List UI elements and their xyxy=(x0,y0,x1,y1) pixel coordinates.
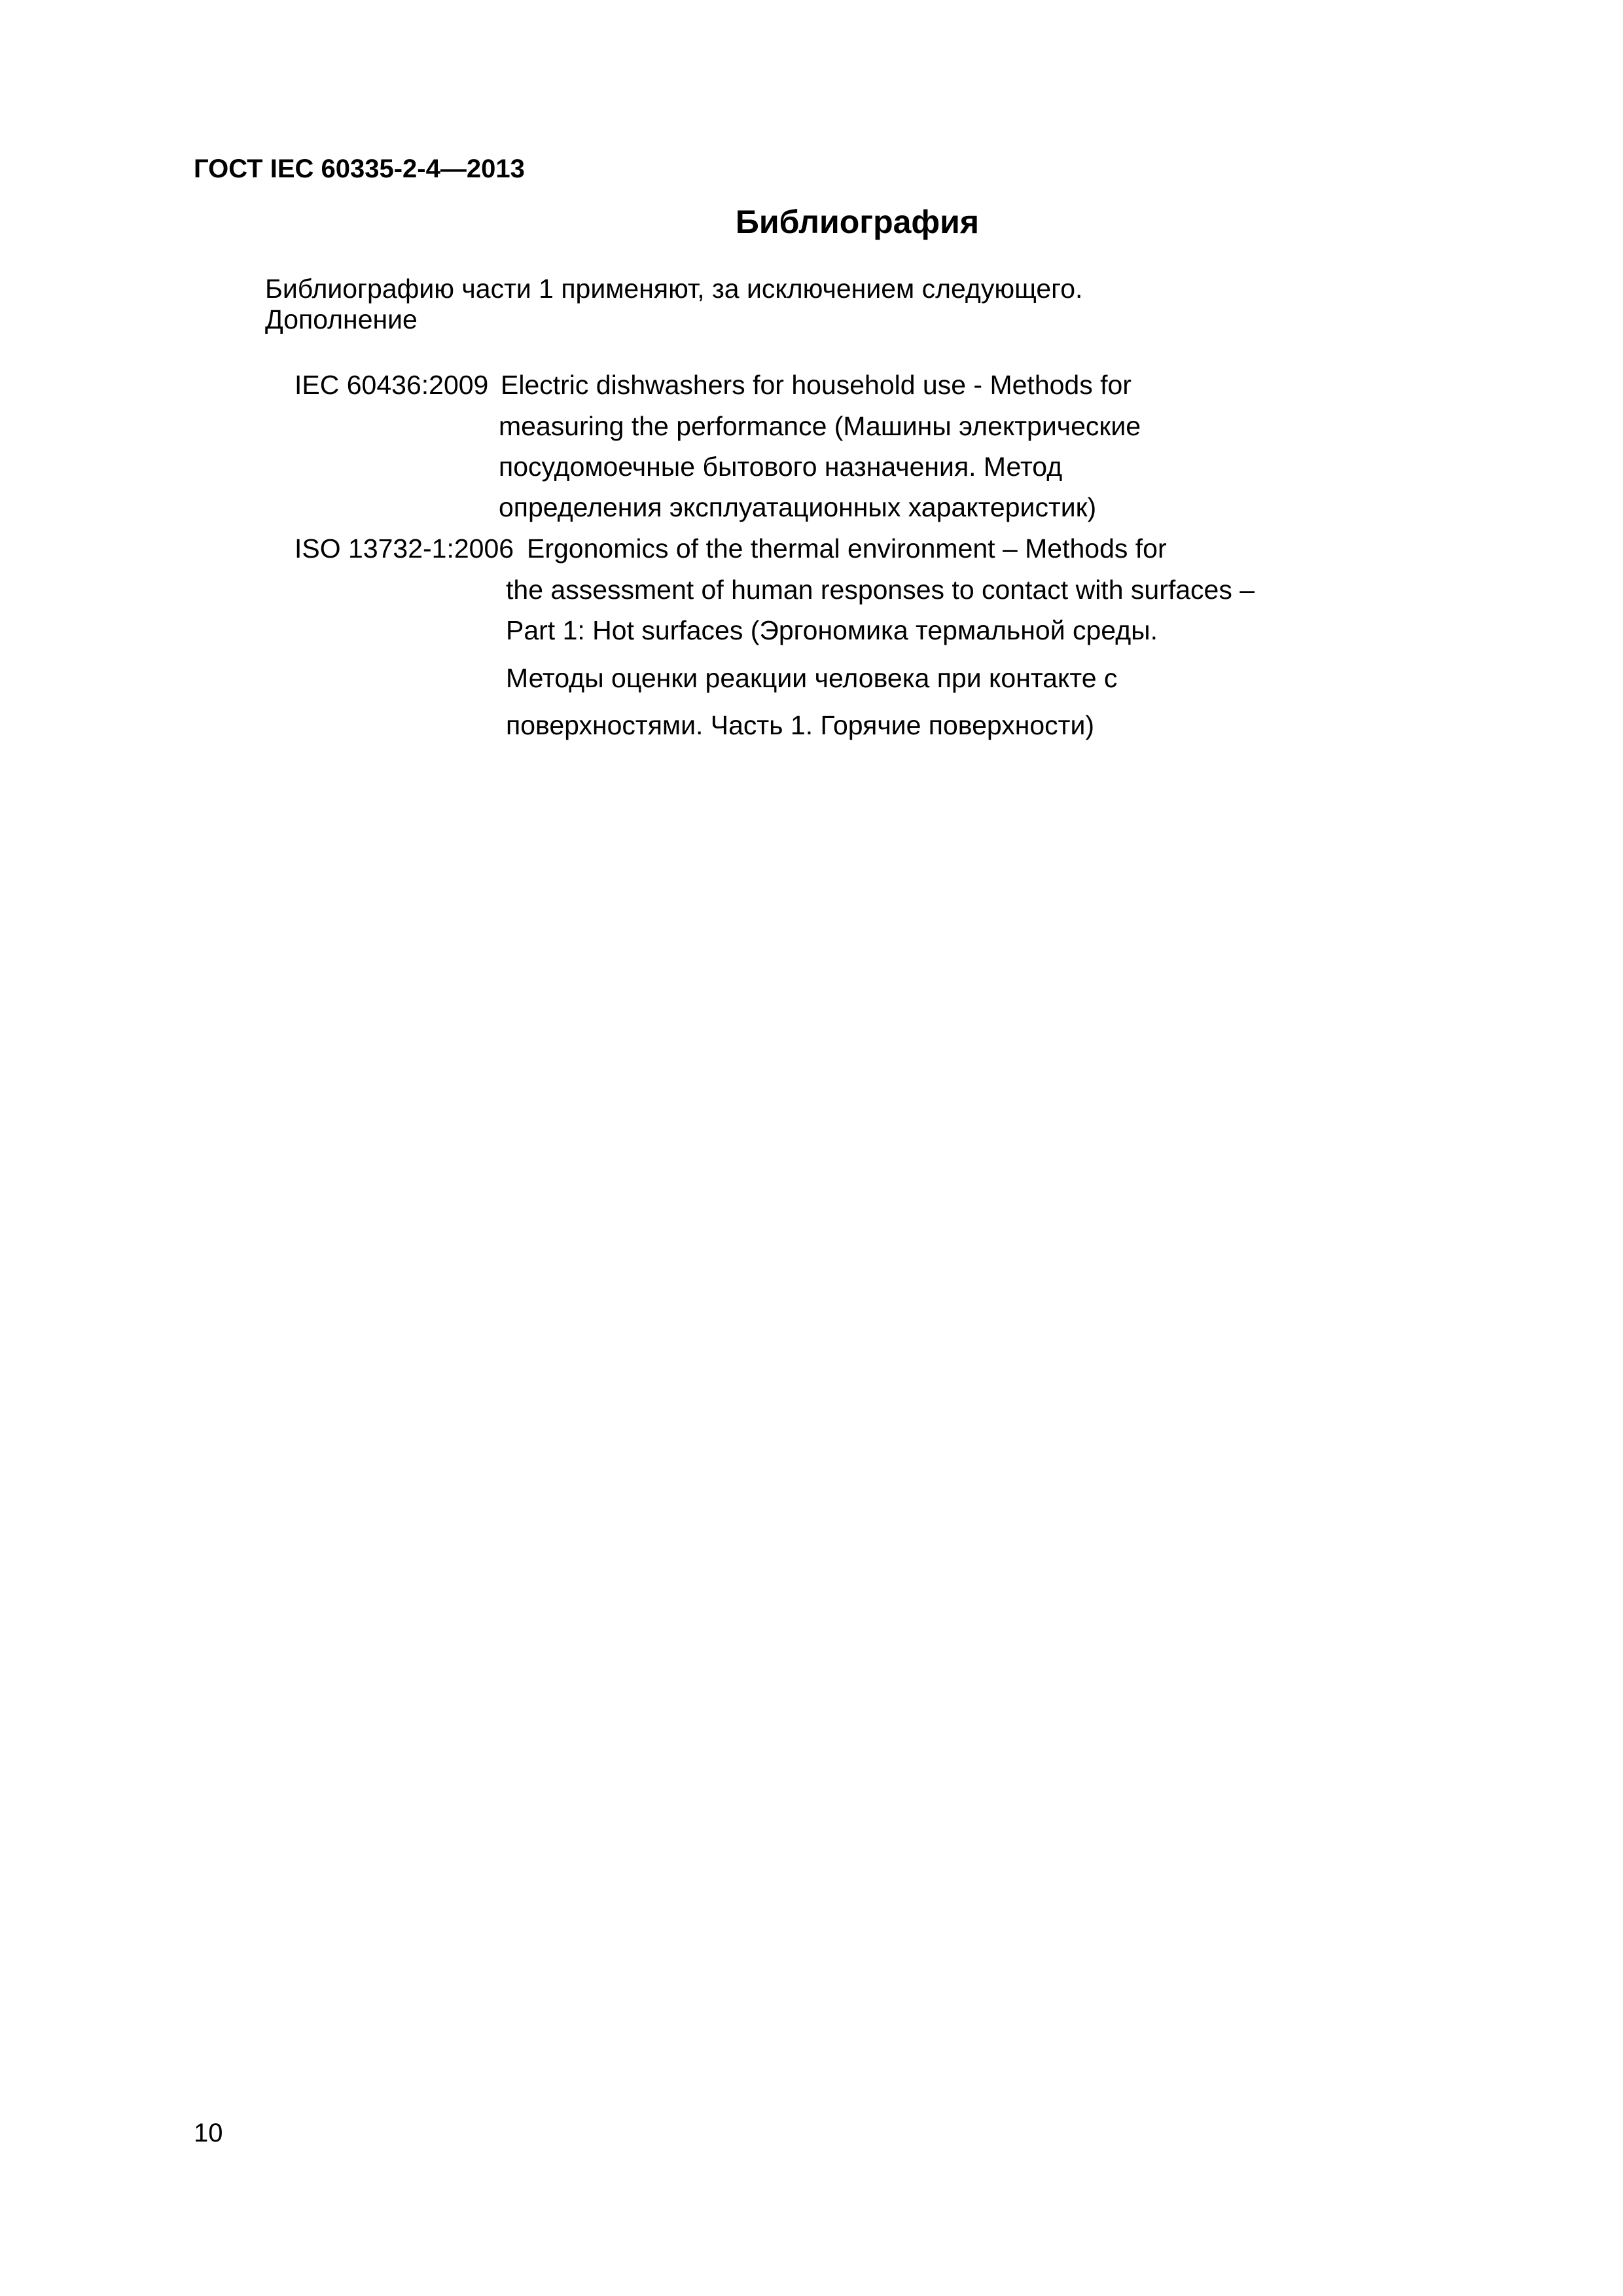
page-number: 10 xyxy=(194,2119,223,2147)
reference-designation: IEC 60436:2009 xyxy=(294,370,489,400)
reference-title-line: поверхностями. Часть 1. Горячие поверхности) xyxy=(506,710,1095,740)
reference-designation: ISO 13732-1:2006 xyxy=(294,533,514,564)
reference-title-line: Ergonomics of the thermal environment – Methods for xyxy=(527,533,1167,564)
reference-title-line: measuring the performance (Машины электрические xyxy=(499,411,1141,441)
reference-title-line: посудомоечные бытового назначения. Метод xyxy=(499,452,1063,482)
reference-title-line: the assessment of human responses to contact with surfaces – xyxy=(506,575,1255,605)
reference-title-line: Electric dishwashers for household use - Methods for xyxy=(501,370,1132,400)
reference-title-line: Part 1: Hot surfaces (Эргономика термальной среды. xyxy=(506,615,1158,645)
document-code: ГОСТ IEC 60335-2-4—2013 xyxy=(194,154,525,183)
reference-title-line: Методы оценки реакции человека при контакте с xyxy=(506,663,1118,693)
section-title: Библиография xyxy=(735,204,980,240)
addition-label: Дополнение xyxy=(265,304,418,334)
reference-title-line: определения эксплуатационных характеристик) xyxy=(499,492,1097,522)
intro-text: Библиографию части 1 применяют, за исключением следующего. xyxy=(265,274,1083,304)
